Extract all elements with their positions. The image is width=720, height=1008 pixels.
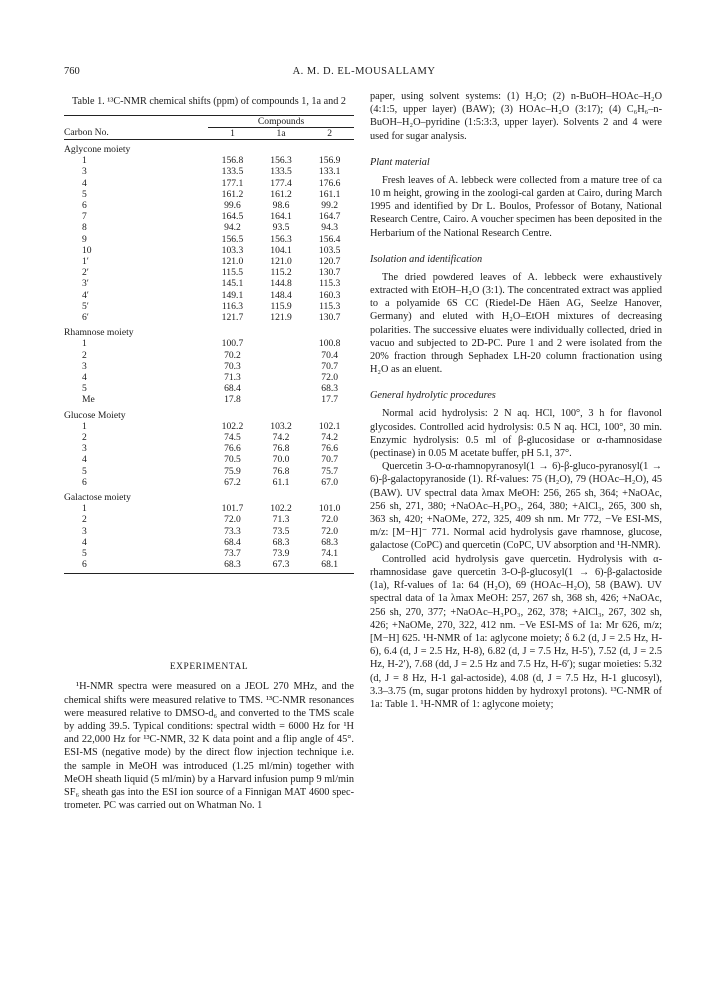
- shift-value-cell: 99.2: [321, 199, 339, 211]
- shift-value-cell: 72.0: [321, 371, 339, 383]
- shift-value-cell: 145.1: [221, 278, 244, 290]
- shift-value-cell: 68.3: [321, 536, 339, 548]
- table-row: [64, 222, 354, 233]
- carbon-number-cell: 4: [82, 454, 87, 466]
- shift-value-cell: 17.7: [321, 394, 339, 406]
- table-row: [64, 338, 354, 349]
- carbon-number-cell: 4: [82, 177, 87, 189]
- shift-value-cell: 99.6: [224, 199, 241, 211]
- shift-value-cell: 133.5: [221, 166, 244, 178]
- shift-value-cell: 74.2: [321, 431, 339, 443]
- table-row: [64, 503, 354, 514]
- table-row: [64, 394, 354, 405]
- table-row: [64, 526, 354, 537]
- shift-value-cell: 115.3: [319, 300, 341, 312]
- shift-value-cell: 74.5: [224, 431, 241, 443]
- shift-value-cell: 67.3: [272, 559, 290, 571]
- carbon-number-cell: 3: [82, 166, 87, 178]
- shift-value-cell: 73.3: [224, 525, 241, 537]
- carbon-number-cell: 4: [82, 371, 87, 383]
- shift-value-cell: [257, 394, 306, 405]
- group-label: Rhamnose moiety: [64, 327, 134, 339]
- plant-material-paragraph: Fresh leaves of A. lebbeck were collected from a mature tree of ca 10 m height, growing in the zoologi-cal garden at Cairo, during March 1995 and identified by Dr L. Boulos, Professor of Botany, National Research Centre, Cairo. A voucher specimen has been deposited in the Herbarium of the National Research Centre.: [370, 174, 662, 239]
- shift-value-cell: 73.7: [224, 548, 241, 560]
- shift-value-cell: 72.0: [224, 514, 241, 526]
- shift-value-cell: 177.1: [221, 177, 244, 189]
- left-column: [64, 96, 354, 812]
- shift-value-cell: 115.3: [319, 278, 341, 290]
- shift-value-cell: [257, 361, 306, 372]
- carbon-number-cell: 10: [82, 244, 92, 256]
- shift-value-cell: 68.3: [224, 559, 241, 571]
- table-row: [64, 383, 354, 394]
- shift-value-cell: [257, 383, 306, 394]
- table-row: [64, 200, 354, 211]
- shift-value-cell: 93.5: [272, 222, 290, 234]
- table-row: [64, 189, 354, 200]
- shift-value-cell: 67.2: [224, 476, 241, 488]
- table-row: [64, 454, 354, 465]
- table-row: [64, 278, 354, 289]
- table-row: [64, 166, 354, 177]
- table-header-row: [64, 127, 354, 139]
- carbon-number-cell: 2: [82, 431, 87, 443]
- table-row: [64, 466, 354, 477]
- table-row: [64, 267, 354, 278]
- shift-value-cell: 103.5: [318, 244, 341, 256]
- shift-value-cell: 160.3: [318, 289, 341, 301]
- shift-value-cell: 68.3: [272, 536, 290, 548]
- shift-value-cell: 156.9: [318, 155, 341, 167]
- table-row: [64, 312, 354, 323]
- column-header: 1: [230, 127, 235, 139]
- shift-value-cell: 17.8: [224, 394, 241, 406]
- carbon-number-cell: 8: [82, 222, 87, 234]
- table-group-row: [64, 406, 354, 421]
- carbon-number-cell: 5: [82, 465, 87, 477]
- table-group-row: [64, 323, 354, 338]
- carbon-number-cell: 3: [82, 443, 87, 455]
- table-row: [64, 548, 354, 559]
- carbon-number-cell: 3: [82, 360, 87, 372]
- shift-value-cell: 74.2: [272, 431, 290, 443]
- carbon-number-cell: 1: [82, 155, 87, 167]
- shift-value-cell: 156.8: [221, 155, 244, 167]
- shift-value-cell: 100.8: [318, 338, 341, 350]
- carbon-number-cell: 6: [82, 559, 87, 571]
- controlled-hydrolysis-paragraph: Controlled acid hydrolysis gave quercetin. Hydrolysis with α-rhamnosidase gave quercetin 3-O-β-glucosyl(1 → 6)-β-galactoside (1a), Rf-values of 1a: 64 (H₂O), 69 (HOAc–H₂O), 58 (BAW). UV spectral data of 1a λmax MeOH: 257, 267 sh, 368 sh, 426; +NaOAc, 256 sh, 270, 377; +NaOAc–H₃PO₃, 262, 378; +AlCl₃, 267, 302 sh, 426; +NaOMe, 270, 322, 412 nm. −Ve ESI-MS of 1a: Mr 626, m/z; [M−H] 625. ¹H-NMR of 1a: aglycone moiety; δ 6.2 (d, J = 2.5 Hz, H-6), 6.4 (d, J = 2.5 Hz, H-8), 6.82 (d, J = 7.5 Hz, H-5′), 7.52 (d, J = 2.5 Hz, H-2′), 7.68 (dd, J = 2.5 Hz and 7.5 Hz, H-6′); sugar moieties: 5.32 (d, J = 8 Hz, H-1 gal-actoside), 4.08 (d, J = 7.5 Hz, H-1 glucosyl), 3.3–3.75 (m, sugar protons hidden by hydroxyl protons). ¹³C-NMR of 1a: Table 1. ¹H-NMR of 1: aglycone moiety;: [370, 553, 662, 710]
- shift-value-cell: 121.9: [270, 311, 292, 323]
- table-row: [64, 372, 354, 383]
- shift-value-cell: 61.1: [272, 476, 290, 488]
- shift-value-cell: 130.7: [318, 311, 341, 323]
- running-author: A. M. D. EL-MOUSALLAMY: [292, 66, 436, 77]
- right-column: [370, 91, 662, 711]
- table-row: [64, 301, 354, 312]
- shift-value-cell: 101.7: [221, 503, 244, 515]
- shift-value-cell: 70.0: [272, 454, 290, 466]
- carbon-number-cell: Me: [82, 394, 95, 406]
- table-row: [64, 350, 354, 361]
- table-row: [64, 361, 354, 372]
- shift-value-cell: [257, 338, 306, 349]
- shift-value-cell: 72.0: [321, 525, 339, 537]
- plant-material-heading: Plant material: [370, 156, 430, 168]
- hydrolysis-paragraph: Normal acid hydrolysis: 2 N aq. HCl, 100°, 3 h for flavonol glycosides. Controlled acid hydrolysis: 0.5 N aq. HCl, 100°, 30 min. Enzymic hydrolysis: 0.5 ml of β-glucosidase or α-rhamnosidase (pectinase) in 0.05 M acetate buffer, pH 5.1, 37°.: [370, 408, 662, 460]
- shift-value-cell: 76.8: [272, 465, 290, 477]
- shift-value-cell: 101.0: [318, 503, 341, 515]
- shift-value-cell: 74.1: [321, 548, 339, 560]
- carbon-number-cell: 5: [82, 548, 87, 560]
- shift-value-cell: 73.5: [272, 525, 290, 537]
- shift-value-cell: 76.8: [272, 443, 290, 455]
- shift-value-cell: 164.7: [318, 211, 341, 223]
- shift-value-cell: 148.4: [270, 289, 292, 301]
- shift-value-cell: 120.7: [318, 255, 341, 267]
- table-row: [64, 514, 354, 525]
- shift-value-cell: 164.5: [221, 211, 244, 223]
- group-label: Galactose moiety: [64, 492, 131, 503]
- table-row: [64, 245, 354, 256]
- shift-value-cell: 94.3: [321, 222, 339, 234]
- shift-value-cell: 156.5: [221, 233, 244, 245]
- shift-value-cell: 76.6: [321, 443, 339, 455]
- carbon-number-cell: 1: [82, 420, 87, 432]
- shift-value-cell: 133.5: [270, 166, 292, 178]
- shift-value-cell: 121.0: [270, 255, 292, 267]
- carbon-number-cell: 6: [82, 476, 87, 488]
- shift-value-cell: 156.3: [270, 233, 292, 245]
- carbon-number-cell: 9: [82, 233, 87, 245]
- column-header: Carbon No.: [64, 127, 109, 139]
- carbon-number-cell: 5′: [82, 300, 89, 312]
- shift-value-cell: 164.1: [270, 211, 292, 223]
- carbon-number-cell: 5: [82, 188, 87, 200]
- shift-value-cell: 72.0: [321, 514, 339, 526]
- carbon-number-cell: 3′: [82, 278, 89, 290]
- table-bottom-rule: [64, 573, 354, 574]
- group-label: Glucose Moiety: [64, 409, 126, 421]
- shift-value-cell: 115.2: [270, 267, 292, 279]
- shift-value-cell: 161.1: [318, 188, 341, 200]
- shift-value-cell: 161.2: [221, 188, 244, 200]
- shift-value-cell: 68.4: [224, 536, 241, 548]
- isolation-paragraph: The dried powdered leaves of A. lebbeck were exhaustively extracted with EtOH–H₂O (3:1). The concentrated extract was applied to a polyamide 6S CC (Riedel-De Häen AG, Seelze Hanover, Germany) and eluted with H₂O–EtOH mixtures of decreasing polarities. The successive eluates were individually collected, dried in vacuo and subjected to 2D-PC. Pure 1 and 2 were isolated from the 20% fraction through Sephadex LH-20 column fractionation using H₂O as an eluent.: [370, 271, 662, 376]
- shift-value-cell: 156.3: [270, 155, 292, 167]
- table-caption: Table 1. ¹³C-NMR chemical shifts (ppm) of compounds 1, 1a and 2: [72, 96, 346, 107]
- shift-value-cell: 70.4: [321, 349, 339, 361]
- carbon-number-cell: 1: [82, 503, 87, 515]
- shift-value-cell: 116.3: [221, 300, 244, 312]
- shift-value-cell: 71.3: [272, 514, 290, 526]
- shift-value-cell: 177.4: [270, 177, 292, 189]
- shift-value-cell: 133.1: [318, 166, 341, 178]
- shift-value-cell: 75.9: [224, 465, 241, 477]
- carbon-number-cell: 1′: [82, 255, 89, 267]
- carbon-number-cell: 7: [82, 211, 87, 223]
- shift-value-cell: 104.1: [270, 244, 292, 256]
- carbon-number-cell: 2: [82, 514, 87, 526]
- shift-value-cell: 100.7: [221, 338, 244, 350]
- shift-value-cell: 121.7: [221, 311, 244, 323]
- table-spacer-cell: [64, 115, 208, 127]
- compounds-header: Compounds: [208, 115, 354, 127]
- shift-value-cell: 76.6: [224, 443, 241, 455]
- shift-value-cell: 68.3: [321, 383, 339, 395]
- carbon-number-cell: 2: [82, 349, 87, 361]
- shift-value-cell: 70.5: [224, 454, 241, 466]
- group-label: Aglycone moiety: [64, 143, 131, 155]
- carbon-number-cell: 6: [82, 199, 87, 211]
- table-row: [64, 559, 354, 570]
- hydrolysis-heading: General hydrolytic procedures: [370, 390, 496, 402]
- shift-value-cell: 103.2: [270, 420, 292, 432]
- experimental-title: EXPERIMENTAL: [169, 662, 249, 673]
- shift-value-cell: 70.7: [321, 360, 339, 372]
- table-row: [64, 178, 354, 189]
- shift-value-cell: 94.2: [224, 222, 241, 234]
- shift-value-cell: 70.7: [321, 454, 339, 466]
- carbon-number-cell: 5: [82, 383, 87, 395]
- table-row: [64, 211, 354, 222]
- experimental-paragraph: ¹H-NMR spectra were measured on a JEOL 270 MHz, and the chemical shifts were measured relative to TMS. ¹³C-NMR resonances were measured relative to DMSO-d₆ and converted to the TMS scale by adding 39.5. Typical conditions: spectral width = 6000 Hz for ¹H and 22,000 Hz for ¹³C-NMR, 32 K data point and a flip angle of 45°. ESI-MS (negative mode) by the direct flow injection technique i.e. the sample in MeOH was introduced (1.25 ml/min) together with MeOH sheath liquid (5 ml/min) by a Harvard infusion pump 9 ml/min SF₆ sheath gas into the ESI ion source of a Finnigan MAT 4600 spec-trometer. PC was carried out on Whatman No. 1: [64, 681, 354, 812]
- table-row: [64, 421, 354, 432]
- table-row: [64, 537, 354, 548]
- table-row: [64, 234, 354, 245]
- shift-value-cell: 102.2: [221, 420, 244, 432]
- shift-value-cell: 67.0: [321, 476, 339, 488]
- table-group-row: [64, 488, 354, 503]
- column-header: 1a: [276, 127, 286, 139]
- nmr-table: [64, 115, 354, 571]
- carbon-number-cell: 1: [82, 338, 87, 350]
- table-row: [64, 477, 354, 488]
- carbon-number-cell: 3: [82, 525, 87, 537]
- shift-value-cell: 121.0: [221, 255, 244, 267]
- shift-value-cell: 103.3: [221, 244, 244, 256]
- isolation-heading: Isolation and identification: [370, 253, 483, 265]
- shift-value-cell: 149.1: [221, 289, 244, 301]
- table-row: [64, 155, 354, 166]
- shift-value-cell: 161.2: [270, 188, 292, 200]
- shift-value-cell: 75.7: [321, 465, 339, 477]
- table-row: [64, 290, 354, 301]
- shift-value-cell: [257, 350, 306, 361]
- solvent-paragraph: paper, using solvent systems: (1) H₂O; (2) n-BuOH–HOAc–H₂O (4:1:5, upper layer) (BAW); (3) HOAc–H₂O (3:17); (4) C₆H₆–n-BuOH–H₂O–pyridine (1:5:3:3, upper layer). Solvents 2 and 4 were used for sugar analysis.: [370, 91, 662, 142]
- shift-value-cell: 70.2: [224, 349, 241, 361]
- shift-value-cell: 71.3: [224, 371, 241, 383]
- shift-value-cell: 156.4: [318, 233, 341, 245]
- table-row: [64, 256, 354, 267]
- carbon-number-cell: 2′: [82, 267, 89, 279]
- page-header: [64, 66, 664, 82]
- carbon-number-cell: 4: [82, 536, 87, 548]
- shift-value-cell: 70.3: [224, 360, 241, 372]
- shift-value-cell: 115.5: [221, 267, 244, 279]
- shift-value-cell: [257, 372, 306, 383]
- shift-value-cell: 176.6: [318, 177, 341, 189]
- carbon-number-cell: 6′: [82, 311, 89, 323]
- page-number: 760: [64, 66, 80, 77]
- shift-value-cell: 102.1: [318, 420, 341, 432]
- shift-value-cell: 73.9: [272, 548, 290, 560]
- shift-value-cell: 102.2: [270, 503, 292, 515]
- shift-value-cell: 115.9: [270, 300, 292, 312]
- table-group-header-row: [64, 115, 354, 127]
- table-row: [64, 443, 354, 454]
- table-group-row: [64, 139, 354, 155]
- shift-value-cell: 130.7: [318, 267, 341, 279]
- shift-value-cell: 144.8: [270, 278, 292, 290]
- carbon-number-cell: 4′: [82, 289, 89, 301]
- shift-value-cell: 68.1: [321, 559, 339, 571]
- table-row: [64, 432, 354, 443]
- quercetin-paragraph: Quercetin 3-O-α-rhamnopyranosyl(1 → 6)-β-gluco-pyranosyl(1 → 6)-β-galactopyranoside (1). Rf-values: 75 (H₂O), 79 (HOAc–H₂O), 45 (BAW). UV spectral data λmax MeOH: 256, 265 sh, 364; +NaOAc, 256 sh, 271, 380; +NaOAc–H₃PO₃, 264, 380; +AlCl₃, 265, 300 sh, 363 sh, 420; +NaOMe, 272, 325, 409 sh nm. Mr 772, −Ve ESI-MS, m/z: [M−H]⁻ 771. Normal acid hydrolysis gave rhamnose, glucose, galactose (CoPC) and quercetin (CoPC, UV absorption and ¹H-NMR).: [370, 461, 662, 552]
- shift-value-cell: 98.6: [272, 199, 290, 211]
- shift-value-cell: 68.4: [224, 383, 241, 395]
- column-header: 2: [327, 127, 333, 139]
